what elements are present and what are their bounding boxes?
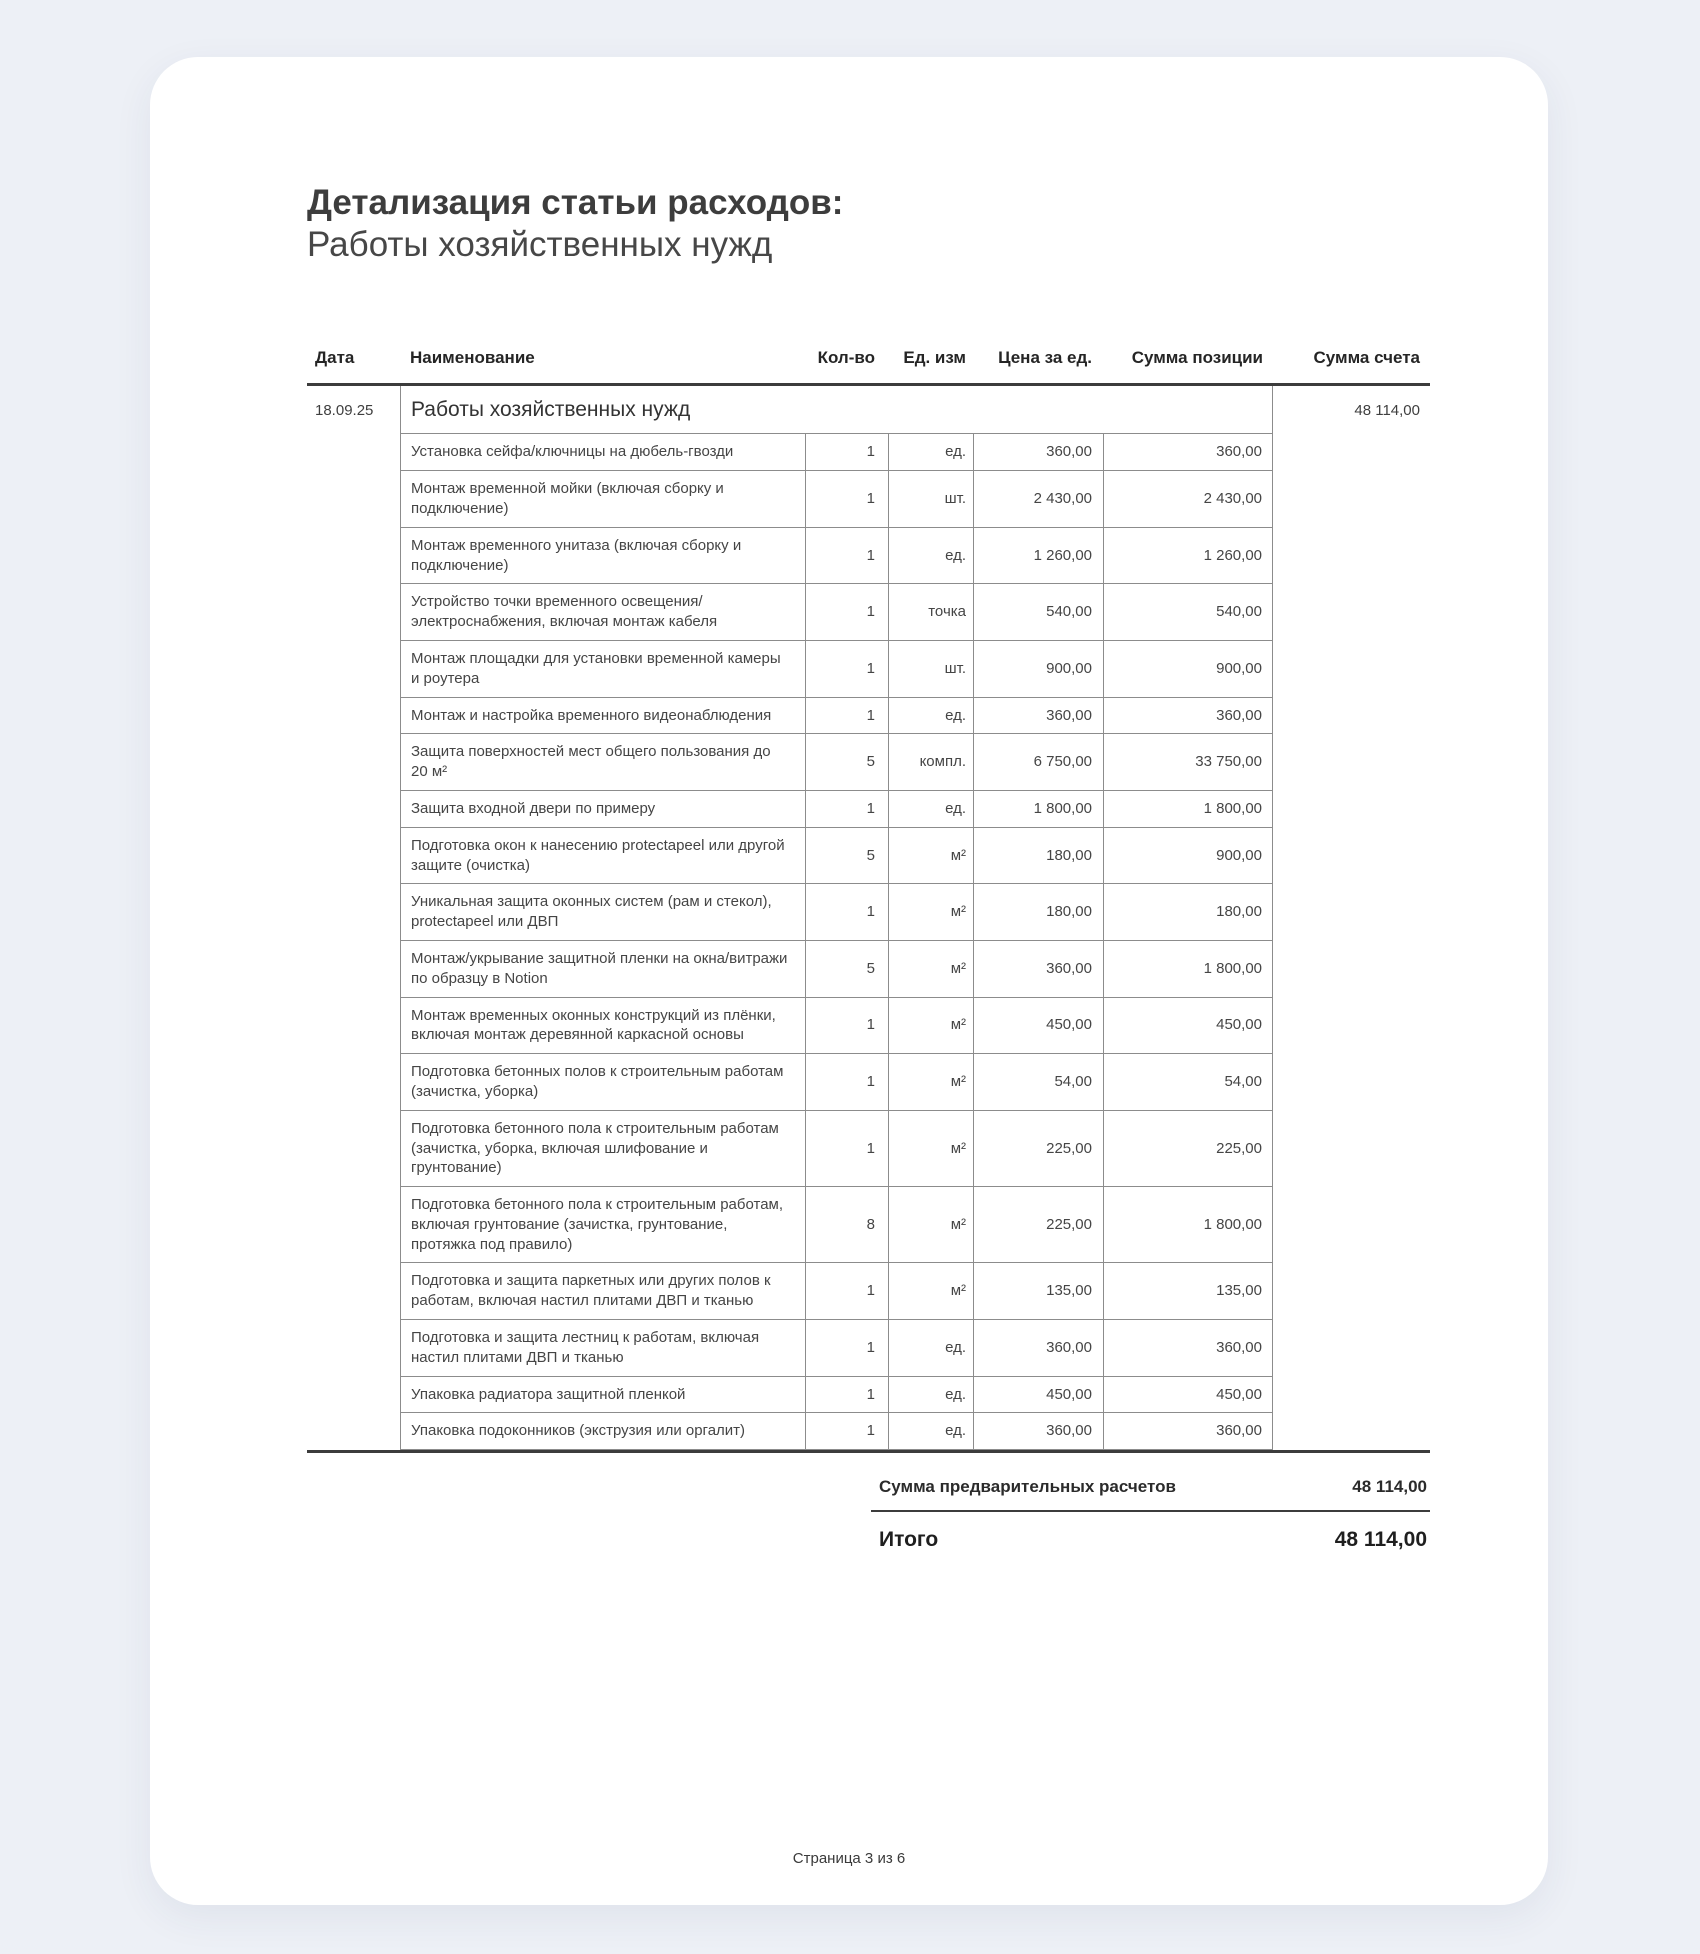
row-invoice-spacer xyxy=(1273,1054,1430,1111)
row-date-spacer xyxy=(307,941,400,998)
row-unit: м² xyxy=(888,1111,973,1187)
row-quantity: 1 xyxy=(805,1263,888,1320)
row-quantity: 1 xyxy=(805,791,888,828)
row-item-name: Подготовка бетонного пола к строительным работам (зачистка, уборка, включая шлифование и грунтование) xyxy=(400,1111,805,1187)
row-item-name: Монтаж и настройка временного видеонаблюдения xyxy=(400,698,805,735)
row-unit-price: 540,00 xyxy=(973,584,1103,641)
row-date-spacer xyxy=(307,884,400,941)
row-unit: ед. xyxy=(888,1413,973,1450)
row-date-spacer xyxy=(307,1187,400,1263)
row-quantity: 1 xyxy=(805,584,888,641)
table-header-row xyxy=(307,348,1430,383)
row-unit: м² xyxy=(888,884,973,941)
row-invoice-spacer xyxy=(1273,641,1430,698)
row-quantity: 1 xyxy=(805,1413,888,1450)
row-unit-price: 360,00 xyxy=(973,698,1103,735)
row-date-spacer xyxy=(307,1054,400,1111)
table-row xyxy=(307,998,1430,1055)
row-unit: ед. xyxy=(888,1320,973,1377)
row-unit-price: 450,00 xyxy=(973,1377,1103,1414)
row-date-spacer xyxy=(307,998,400,1055)
row-quantity: 5 xyxy=(805,941,888,998)
row-unit: ед. xyxy=(888,528,973,585)
row-line-total: 1 260,00 xyxy=(1103,528,1273,585)
group-date: 18.09.25 xyxy=(315,401,374,419)
row-invoice-spacer xyxy=(1273,528,1430,585)
row-unit-price: 225,00 xyxy=(973,1187,1103,1263)
subtotal-value: 48 114,00 xyxy=(1352,1477,1427,1497)
grand-total-value: 48 114,00 xyxy=(1334,1528,1427,1552)
row-quantity: 1 xyxy=(805,434,888,471)
document-page xyxy=(150,57,1548,1905)
page-number: Страница 3 из 6 xyxy=(792,1850,906,1867)
table-row xyxy=(307,734,1430,791)
row-quantity: 1 xyxy=(805,471,888,528)
table-row xyxy=(307,471,1430,528)
row-item-name: Установка сейфа/ключницы на дюбель-гвозди xyxy=(400,434,805,471)
row-item-name: Устройство точки временного освещения/электроснабжения, включая монтаж кабеля xyxy=(400,584,805,641)
subtotal-label: Сумма предварительных расчетов xyxy=(879,1477,1176,1497)
row-unit-price: 135,00 xyxy=(973,1263,1103,1320)
row-item-name: Монтаж временного унитаза (включая сборку и подключение) xyxy=(400,528,805,585)
row-item-name: Защита поверхностей мест общего пользования до 20 м² xyxy=(400,734,805,791)
row-line-total: 540,00 xyxy=(1103,584,1273,641)
table-row xyxy=(307,1054,1430,1111)
table-row xyxy=(307,698,1430,735)
row-invoice-spacer xyxy=(1273,828,1430,885)
row-unit-price: 225,00 xyxy=(973,1111,1103,1187)
row-unit: м² xyxy=(888,1054,973,1111)
row-date-spacer xyxy=(307,1111,400,1187)
row-invoice-spacer xyxy=(1273,941,1430,998)
row-unit-price: 180,00 xyxy=(973,828,1103,885)
table-rows xyxy=(307,434,1430,1450)
col-header-invoice-total: Сумма счета xyxy=(1313,348,1420,368)
row-invoice-spacer xyxy=(1273,434,1430,471)
row-unit: м² xyxy=(888,941,973,998)
row-unit-price: 450,00 xyxy=(973,998,1103,1055)
row-quantity: 5 xyxy=(805,734,888,791)
row-quantity: 1 xyxy=(805,698,888,735)
row-quantity: 5 xyxy=(805,828,888,885)
row-line-total: 450,00 xyxy=(1103,998,1273,1055)
row-unit-price: 360,00 xyxy=(973,941,1103,998)
row-line-total: 360,00 xyxy=(1103,1320,1273,1377)
row-item-name: Упаковка радиатора защитной пленкой xyxy=(400,1377,805,1414)
row-line-total: 225,00 xyxy=(1103,1111,1273,1187)
page-subtitle: Работы хозяйственных нужд xyxy=(307,225,773,265)
row-unit-price: 360,00 xyxy=(973,1413,1103,1450)
col-header-name: Наименование xyxy=(410,348,535,368)
table-row xyxy=(307,434,1430,471)
row-unit: шт. xyxy=(888,641,973,698)
row-unit-price: 1 260,00 xyxy=(973,528,1103,585)
row-quantity: 1 xyxy=(805,1320,888,1377)
row-item-name: Подготовка и защита паркетных или других полов к работам, включая настил плитами ДВП и тканью xyxy=(400,1263,805,1320)
row-invoice-spacer xyxy=(1273,884,1430,941)
row-quantity: 1 xyxy=(805,641,888,698)
row-date-spacer xyxy=(307,1263,400,1320)
document-content xyxy=(307,57,1430,1552)
row-item-name: Подготовка бетонного пола к строительным работам, включая грунтование (зачистка, грунтование, протяжка под правило) xyxy=(400,1187,805,1263)
row-invoice-spacer xyxy=(1273,471,1430,528)
title-block xyxy=(307,183,1430,264)
row-unit-price: 900,00 xyxy=(973,641,1103,698)
row-item-name: Защита входной двери по примеру xyxy=(400,791,805,828)
row-line-total: 180,00 xyxy=(1103,884,1273,941)
row-unit: ед. xyxy=(888,791,973,828)
table-row xyxy=(307,1413,1430,1450)
row-unit: ед. xyxy=(888,698,973,735)
col-header-date: Дата xyxy=(315,348,355,368)
row-item-name: Монтаж/укрывание защитной пленки на окна/витражи по образцу в Notion xyxy=(400,941,805,998)
row-unit-price: 360,00 xyxy=(973,1320,1103,1377)
table-row xyxy=(307,828,1430,885)
row-item-name: Подготовка бетонных полов к строительным работам (зачистка, уборка) xyxy=(400,1054,805,1111)
row-date-spacer xyxy=(307,791,400,828)
row-date-spacer xyxy=(307,828,400,885)
group-title: Работы хозяйственных нужд xyxy=(400,386,1273,434)
row-item-name: Подготовка и защита лестниц к работам, включая настил плитами ДВП и тканью xyxy=(400,1320,805,1377)
col-header-line-total: Сумма позиции xyxy=(1131,348,1263,368)
page-title: Детализация статьи расходов: xyxy=(307,183,844,222)
row-line-total: 450,00 xyxy=(1103,1377,1273,1414)
row-item-name: Монтаж временной мойки (включая сборку и подключение) xyxy=(400,471,805,528)
row-line-total: 900,00 xyxy=(1103,641,1273,698)
row-item-name: Монтаж площадки для установки временной камеры и роутера xyxy=(400,641,805,698)
col-header-unit-price: Цена за ед. xyxy=(998,348,1092,368)
table-row xyxy=(307,1320,1430,1377)
row-unit-price: 6 750,00 xyxy=(973,734,1103,791)
row-unit-price: 180,00 xyxy=(973,884,1103,941)
col-header-unit: Ед. изм xyxy=(903,348,966,368)
row-date-spacer xyxy=(307,471,400,528)
row-line-total: 2 430,00 xyxy=(1103,471,1273,528)
row-quantity: 1 xyxy=(805,1054,888,1111)
row-date-spacer xyxy=(307,734,400,791)
row-unit: компл. xyxy=(888,734,973,791)
row-invoice-spacer xyxy=(1273,791,1430,828)
row-line-total: 135,00 xyxy=(1103,1263,1273,1320)
table-body xyxy=(307,383,1430,1453)
summary-block xyxy=(871,1477,1430,1552)
row-quantity: 1 xyxy=(805,1377,888,1414)
row-unit-price: 360,00 xyxy=(973,434,1103,471)
row-unit: ед. xyxy=(888,1377,973,1414)
table-row xyxy=(307,1377,1430,1414)
group-header-row xyxy=(307,386,1430,434)
table-row xyxy=(307,1263,1430,1320)
row-line-total: 54,00 xyxy=(1103,1054,1273,1111)
grand-total-label: Итого xyxy=(879,1528,939,1552)
row-date-spacer xyxy=(307,1413,400,1450)
row-line-total: 360,00 xyxy=(1103,1413,1273,1450)
row-line-total: 360,00 xyxy=(1103,434,1273,471)
row-date-spacer xyxy=(307,434,400,471)
row-invoice-spacer xyxy=(1273,1413,1430,1450)
row-unit: м² xyxy=(888,1263,973,1320)
row-line-total: 900,00 xyxy=(1103,828,1273,885)
row-date-spacer xyxy=(307,698,400,735)
row-unit-price: 1 800,00 xyxy=(973,791,1103,828)
row-unit: ед. xyxy=(888,434,973,471)
row-line-total: 33 750,00 xyxy=(1103,734,1273,791)
row-date-spacer xyxy=(307,1320,400,1377)
row-quantity: 1 xyxy=(805,1111,888,1187)
row-date-spacer xyxy=(307,641,400,698)
row-invoice-spacer xyxy=(1273,1320,1430,1377)
row-item-name: Уникальная защита оконных систем (рам и стекол), protectapeel или ДВП xyxy=(400,884,805,941)
table-row xyxy=(307,1111,1430,1187)
group-invoice-total: 48 114,00 xyxy=(1354,401,1420,419)
table-row xyxy=(307,884,1430,941)
row-unit: м² xyxy=(888,998,973,1055)
row-item-name: Монтаж временных оконных конструкций из плёнки, включая монтаж деревянной каркасной основы xyxy=(400,998,805,1055)
row-invoice-spacer xyxy=(1273,1377,1430,1414)
table-row xyxy=(307,941,1430,998)
grand-total-row xyxy=(871,1512,1430,1552)
row-quantity: 1 xyxy=(805,884,888,941)
row-date-spacer xyxy=(307,584,400,641)
table-row xyxy=(307,584,1430,641)
row-date-spacer xyxy=(307,528,400,585)
row-line-total: 360,00 xyxy=(1103,698,1273,735)
row-date-spacer xyxy=(307,1377,400,1414)
col-header-qty: Кол-во xyxy=(817,348,875,368)
table-row xyxy=(307,1187,1430,1263)
row-unit: м² xyxy=(888,828,973,885)
row-quantity: 1 xyxy=(805,998,888,1055)
row-unit: шт. xyxy=(888,471,973,528)
row-unit: м² xyxy=(888,1187,973,1263)
table-row xyxy=(307,641,1430,698)
table-row xyxy=(307,528,1430,585)
row-invoice-spacer xyxy=(1273,1187,1430,1263)
row-invoice-spacer xyxy=(1273,998,1430,1055)
row-unit-price: 54,00 xyxy=(973,1054,1103,1111)
row-invoice-spacer xyxy=(1273,1263,1430,1320)
row-invoice-spacer xyxy=(1273,734,1430,791)
subtotal-row xyxy=(871,1477,1430,1512)
row-unit: точка xyxy=(888,584,973,641)
row-item-name: Упаковка подоконников (экструзия или оргалит) xyxy=(400,1413,805,1450)
row-unit-price: 2 430,00 xyxy=(973,471,1103,528)
row-line-total: 1 800,00 xyxy=(1103,791,1273,828)
row-line-total: 1 800,00 xyxy=(1103,1187,1273,1263)
row-quantity: 1 xyxy=(805,528,888,585)
row-item-name: Подготовка окон к нанесению protectapeel или другой защите (очистка) xyxy=(400,828,805,885)
row-invoice-spacer xyxy=(1273,698,1430,735)
expense-detail-table xyxy=(307,348,1430,1453)
row-invoice-spacer xyxy=(1273,1111,1430,1187)
row-line-total: 1 800,00 xyxy=(1103,941,1273,998)
row-quantity: 8 xyxy=(805,1187,888,1263)
table-row xyxy=(307,791,1430,828)
row-invoice-spacer xyxy=(1273,584,1430,641)
